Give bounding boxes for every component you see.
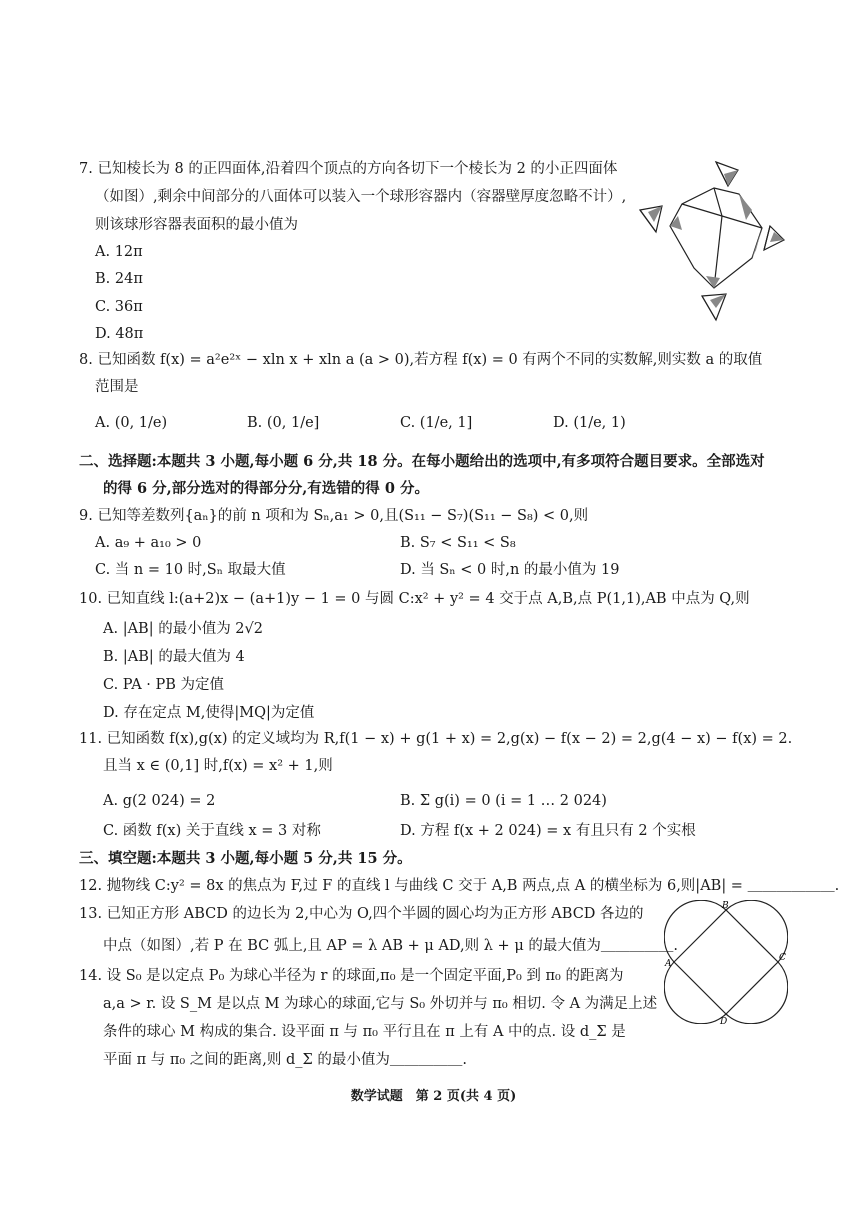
- q8-option-a: A. (0, 1/e): [95, 415, 168, 431]
- section-3-heading: 三、填空题:本题共 3 小题,每小题 5 分,共 15 分。: [79, 850, 412, 867]
- q14-line-4: 平面 π 与 π₀ 之间的距离,则 d_Σ 的最小值为＿＿＿＿＿.: [103, 1052, 468, 1068]
- q13-square-semicircles-figure: [664, 900, 788, 1024]
- q11-option-b: B. Σ g(i) = 0 (i = 1 … 2 024): [400, 793, 607, 809]
- q10-option-a: A. |AB| 的最小值为 2√2: [103, 621, 263, 637]
- q8-line-2: 范围是: [95, 379, 139, 395]
- q13-label-d: D: [720, 1017, 728, 1024]
- q11-line-1: 11. 已知函数 f(x),g(x) 的定义域均为 R,f(1 − x) + g(1 + x) = 2,g(x) − f(x − 2) = 2,g(4 − x) − f(x) = 2.: [79, 731, 793, 747]
- q10-option-d: D. 存在定点 M,使得|MQ|为定值: [103, 705, 315, 721]
- section-2-heading-cont: 的得 6 分,部分选对的得部分分,有选错的得 0 分。: [103, 480, 429, 497]
- q9-option-a: A. a₉ + a₁₀ > 0: [95, 535, 202, 551]
- q10-line-1: 10. 已知直线 l:(a+2)x − (a+1)y − 1 = 0 与圆 C:x² + y² = 4 交于点 A,B,点 P(1,1),AB 中点为 Q,则: [79, 591, 750, 607]
- q13-line-1: 13. 已知正方形 ABCD 的边长为 2,中心为 O,四个半圆的圆心均为正方形 ABCD 各边的: [79, 906, 644, 922]
- q9-option-d: D. 当 Sₙ < 0 时,n 的最小值为 19: [400, 562, 620, 578]
- q7-octahedron-figure: [634, 158, 790, 328]
- q11-line-2: 且当 x ∈ (0,1] 时,f(x) = x² + 1,则: [103, 758, 333, 774]
- q12-line-1: 12. 抛物线 C:y² = 8x 的焦点为 F,过 F 的直线 l 与曲线 C 交于 A,B 两点,点 A 的横坐标为 6,则|AB| = ＿＿＿＿＿＿.: [79, 878, 840, 894]
- q8-line-1: 8. 已知函数 f(x) = a²e²ˣ − xln x + xln a (a > 0),若方程 f(x) = 0 有两个不同的实数解,则实数 a 的取值: [79, 352, 763, 368]
- q8-option-c: C. (1/e, 1]: [400, 415, 473, 431]
- q14-line-2: a,a > r. 设 S_M 是以点 M 为球心的球面,它与 S₀ 外切并与 π₀ 相切. 令 A 为满足上述: [103, 996, 658, 1012]
- q13-label-a: A: [665, 959, 672, 969]
- q7-line-1: 7. 已知棱长为 8 的正四面体,沿着四个顶点的方向各切下一个棱长为 2 的小正四面体: [79, 161, 618, 177]
- q11-option-c: C. 函数 f(x) 关于直线 x = 3 对称: [103, 823, 321, 839]
- section-2-heading: 二、选择题:本题共 3 小题,每小题 6 分,共 18 分。在每小题给出的选项中,有多项符合题目要求。全部选对: [79, 453, 765, 470]
- q13-label-b: B: [722, 901, 729, 911]
- q9-option-b: B. S₇ < S₁₁ < S₈: [400, 535, 516, 551]
- q7-option-a: A. 12π: [95, 244, 143, 260]
- q7-option-c: C. 36π: [95, 299, 143, 315]
- q7-option-d: D. 48π: [95, 326, 144, 342]
- page-footer: 数学试题 第 2 页(共 4 页): [350, 1089, 517, 1104]
- q14-line-1: 14. 设 S₀ 是以定点 P₀ 为球心半径为 r 的球面,π₀ 是一个固定平面,P₀ 到 π₀ 的距离为: [79, 968, 624, 984]
- q11-option-d: D. 方程 f(x + 2 024) = x 有且只有 2 个实根: [400, 823, 696, 839]
- q7-line-2: （如图）,剩余中间部分的八面体可以装入一个球形容器内（容器壁厚度忽略不计）,: [95, 189, 627, 205]
- q7-option-b: B. 24π: [95, 271, 143, 287]
- q8-option-d: D. (1/e, 1): [553, 415, 626, 431]
- q8-option-b: B. (0, 1/e]: [247, 415, 320, 431]
- q10-option-b: B. |AB| 的最大值为 4: [103, 649, 245, 665]
- q10-option-c: C. PA · PB 为定值: [103, 677, 225, 693]
- q13-line-2: 中点（如图）,若 P 在 BC 弧上,且 AP = λ AB + μ AD,则 λ + μ 的最大值为＿＿＿＿＿.: [103, 938, 678, 954]
- q11-option-a: A. g(2 024) = 2: [103, 793, 216, 809]
- q7-line-3: 则该球形容器表面积的最小值为: [95, 217, 298, 233]
- q13-label-c: C: [779, 953, 786, 963]
- q9-option-c: C. 当 n = 10 时,Sₙ 取最大值: [95, 562, 286, 578]
- q9-line-1: 9. 已知等差数列{aₙ}的前 n 项和为 Sₙ,a₁ > 0,且(S₁₁ − S₇)(S₁₁ − S₈) < 0,则: [79, 508, 589, 524]
- q14-line-3: 条件的球心 M 构成的集合. 设平面 π 与 π₀ 平行且在 π 上有 A 中的点. 设 d_Σ 是: [103, 1024, 626, 1040]
